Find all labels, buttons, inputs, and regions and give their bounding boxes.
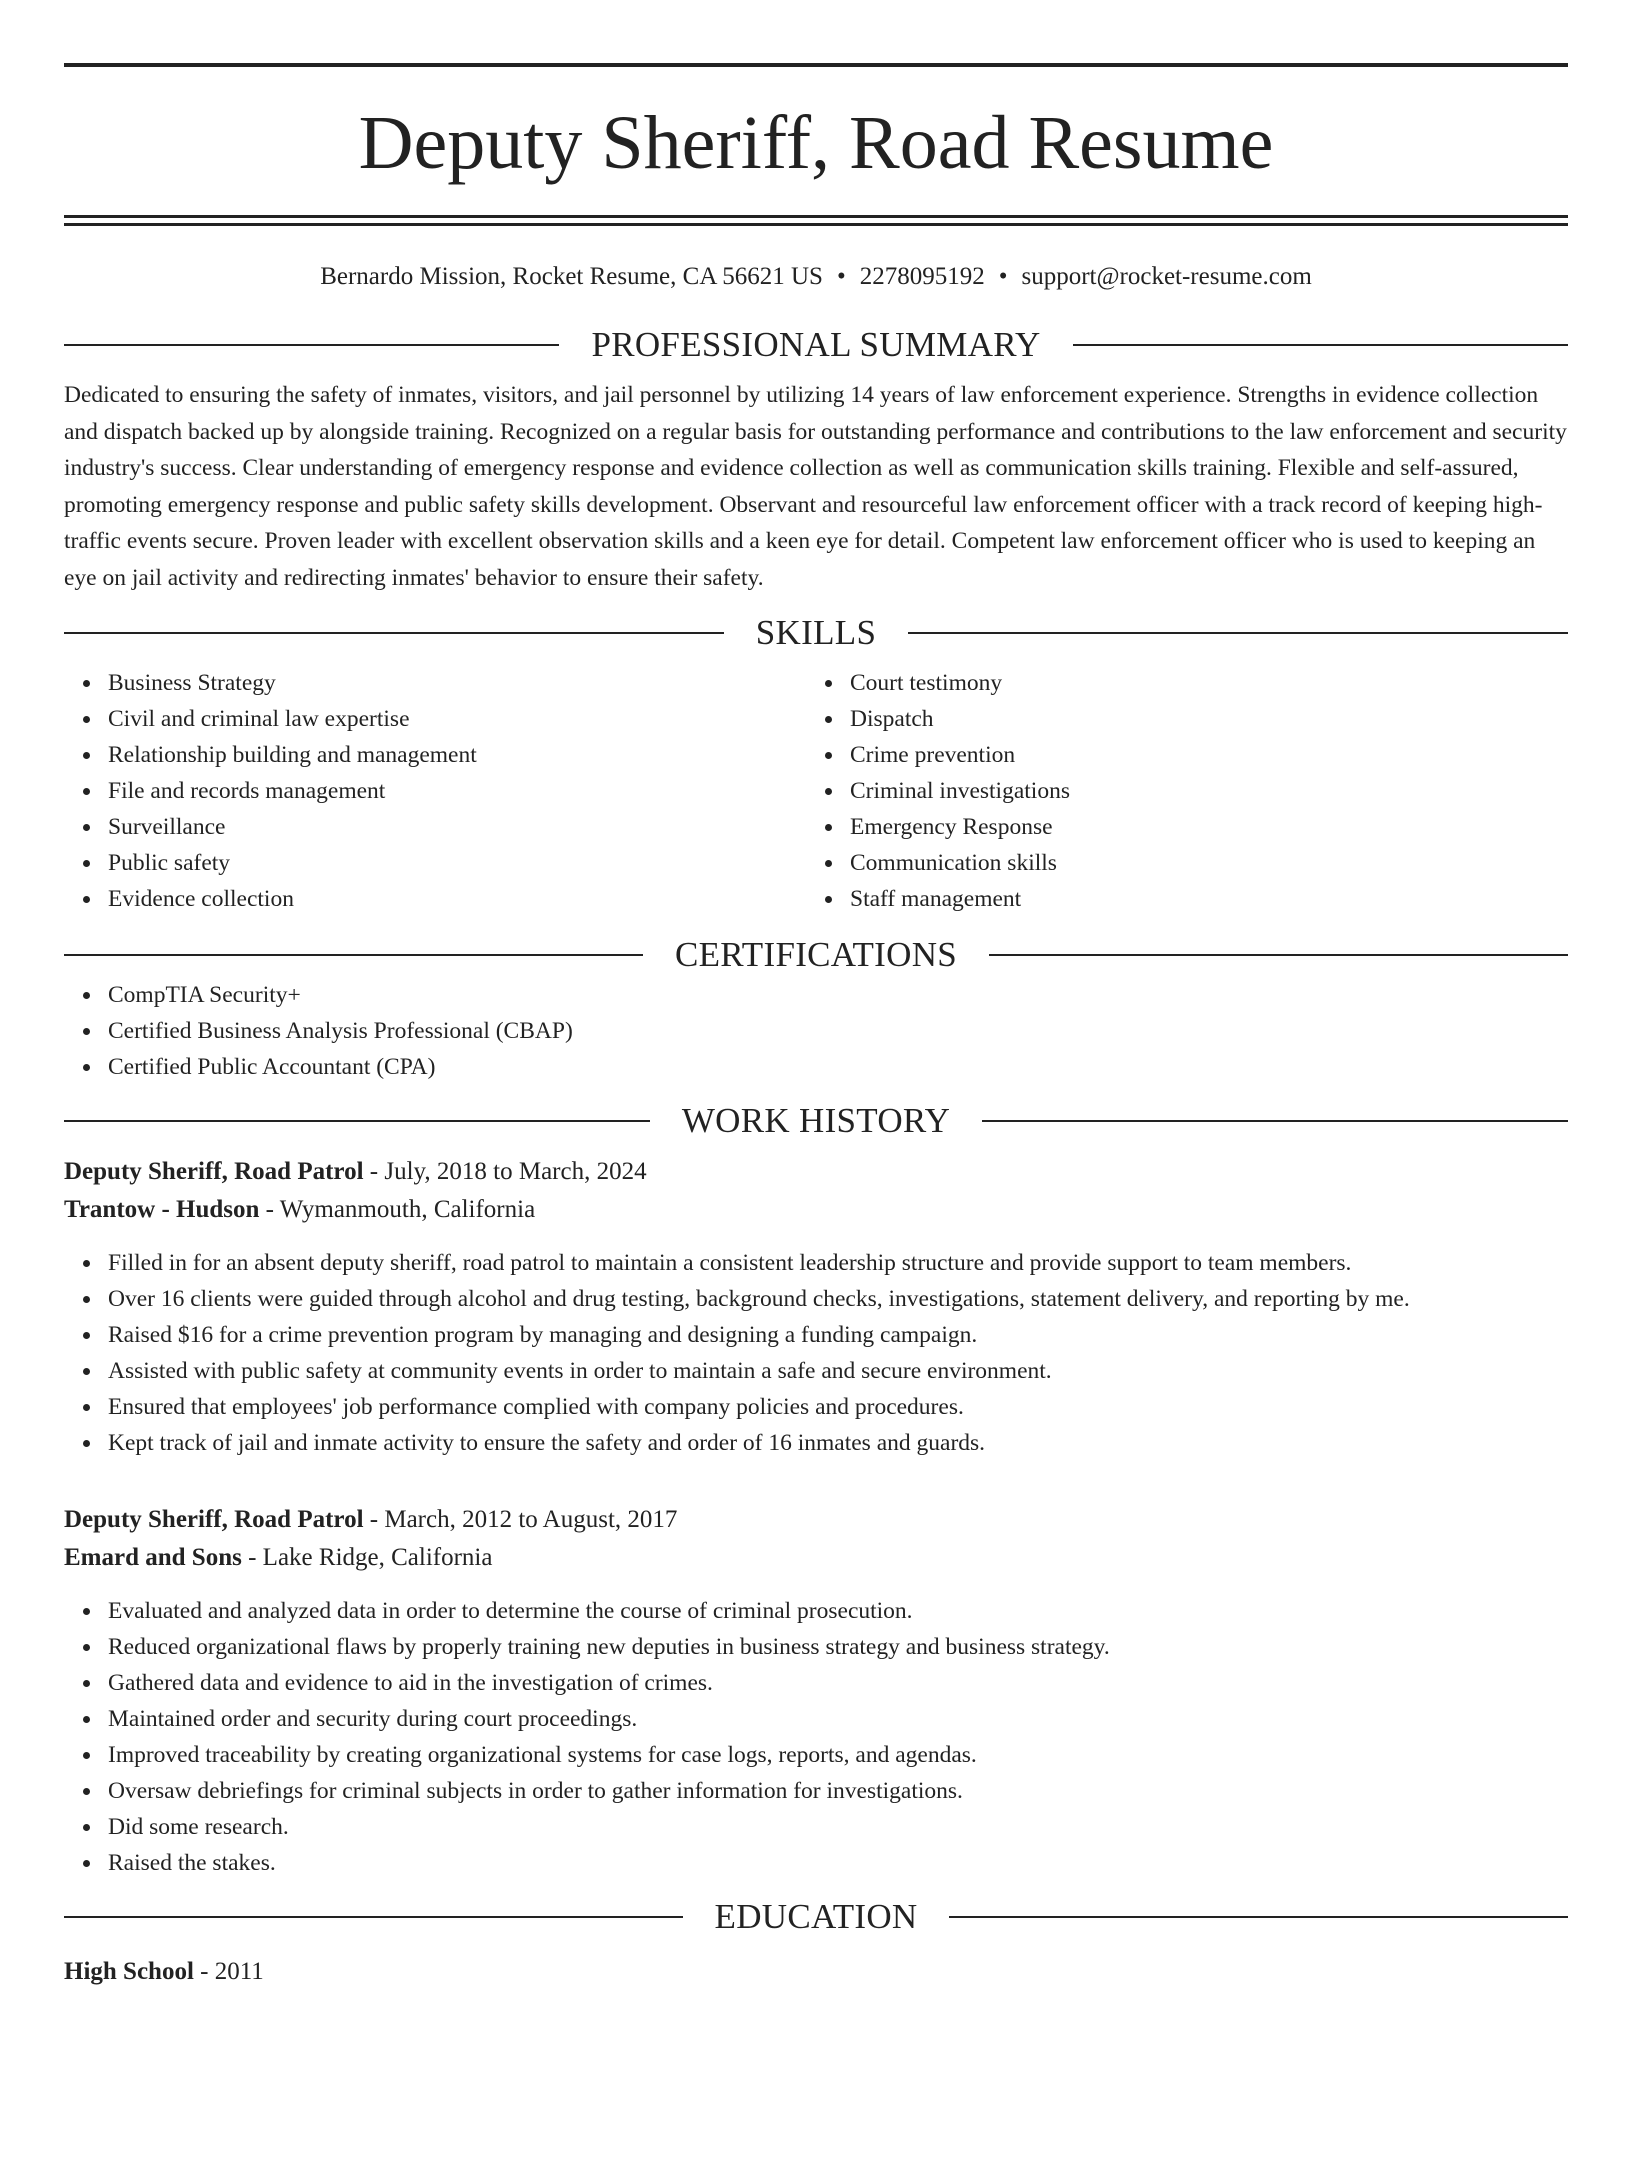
- skill-item: File and records management: [108, 773, 806, 809]
- job-title: Deputy Sheriff, Road Patrol: [64, 1158, 364, 1185]
- job-company-line: [64, 1539, 1568, 1577]
- job-duty: Raised the stakes.: [108, 1845, 1568, 1881]
- certification-item: CompTIA Security+: [108, 977, 1568, 1013]
- contact-address: Bernardo Mission, Rocket Resume, CA 56621 US: [320, 263, 823, 290]
- summary-paragraph: Dedicated to ensuring the safety of inmates, visitors, and jail personnel by utilizing 14 years of law enforcement experience. Strengths in evidence collection and dispatch backed up by alongside training. Recognized on a regular basis for outstanding performance and contributions to the law enforcement and security industry's success. Clear understanding of emergency response and evidence collection as well as communication skills training. Flexible and self-assured, promoting emergency response and public safety skills development. Observant and resourceful law enforcement officer with a track record of keeping high-traffic events secure. Proven leader with excellent observation skills and a keen eye for detail. Competent law enforcement officer who is used to keeping an eye on jail activity and redirecting inmates' behavior to ensure their safety.: [64, 382, 1567, 591]
- skill-item: Surveillance: [108, 809, 806, 845]
- heading-rule: [64, 632, 724, 634]
- section-title: PROFESSIONAL SUMMARY: [591, 325, 1041, 364]
- skill-item: Relationship building and management: [108, 737, 806, 773]
- heading-rule: [982, 1120, 1568, 1122]
- job-title-line: [64, 1153, 1568, 1191]
- job-dates: - March, 2012 to August, 2017: [363, 1506, 678, 1533]
- heading-rule: [989, 954, 1568, 956]
- section-heading-work-history: [64, 1099, 1568, 1143]
- contact-separator: •: [836, 263, 846, 290]
- contact-phone: 2278095192: [859, 263, 985, 290]
- resume-page: [0, 63, 1632, 2175]
- skills-list-right: [806, 665, 1548, 917]
- heading-rule: [64, 954, 643, 956]
- job-title-line: [64, 1501, 1568, 1539]
- job-duty: Over 16 clients were guided through alcohol and drug testing, background checks, investigations, statement delivery, and reporting by me.: [108, 1281, 1568, 1317]
- top-rule: [64, 63, 1568, 67]
- skill-item: Staff management: [850, 881, 1548, 917]
- job-duty: Raised $16 for a crime prevention program by managing and designing a funding campaign.: [108, 1317, 1568, 1353]
- skill-item: Business Strategy: [108, 665, 806, 701]
- job-location: - Wymanmouth, California: [259, 1196, 536, 1223]
- section-title: CERTIFICATIONS: [674, 935, 958, 974]
- job-duties-list: [64, 1245, 1568, 1461]
- heading-rule: [1073, 344, 1568, 346]
- education-entry: [64, 1953, 1568, 1991]
- job-duty: Reduced organizational flaws by properly training new deputies in business strategy and business strategy.: [108, 1629, 1568, 1665]
- section-heading-certifications: [64, 933, 1568, 977]
- job-company: Trantow - Hudson: [64, 1196, 260, 1223]
- section-heading-education: [64, 1895, 1568, 1939]
- job-title: Deputy Sheriff, Road Patrol: [64, 1506, 364, 1533]
- certification-item: Certified Public Accountant (CPA): [108, 1049, 1568, 1085]
- job-company: Emard and Sons: [64, 1544, 242, 1571]
- heading-rule: [949, 1916, 1568, 1918]
- skill-item: Public safety: [108, 845, 806, 881]
- job-duty: Gathered data and evidence to aid in the investigation of crimes.: [108, 1665, 1568, 1701]
- skill-item: Dispatch: [850, 701, 1548, 737]
- certification-item: Certified Business Analysis Professional (CBAP): [108, 1013, 1568, 1049]
- section-heading-summary: [64, 323, 1568, 367]
- skill-item: Emergency Response: [850, 809, 1548, 845]
- job-location: - Lake Ridge, California: [241, 1544, 493, 1571]
- job-entry: [64, 1501, 1568, 1881]
- job-duty: Filled in for an absent deputy sheriff, road patrol to maintain a consistent leadership structure and provide support to team members.: [108, 1245, 1568, 1281]
- section-title: SKILLS: [755, 613, 877, 652]
- education-degree: High School: [64, 1958, 194, 1985]
- section-heading-skills: [64, 611, 1568, 655]
- heading-rule: [64, 1916, 683, 1918]
- job-duty: Did some research.: [108, 1809, 1568, 1845]
- skills-grid: [64, 665, 1568, 917]
- skill-item: Civil and criminal law expertise: [108, 701, 806, 737]
- skill-item: Criminal investigations: [850, 773, 1548, 809]
- section-title: WORK HISTORY: [681, 1101, 951, 1140]
- skill-item: Crime prevention: [850, 737, 1548, 773]
- resume-title: Deputy Sheriff, Road Resume: [358, 101, 1274, 185]
- skill-item: Court testimony: [850, 665, 1548, 701]
- education-year: - 2011: [193, 1958, 264, 1985]
- job-dates: - July, 2018 to March, 2024: [363, 1158, 647, 1185]
- job-company-line: [64, 1191, 1568, 1229]
- heading-rule: [64, 1120, 650, 1122]
- job-duty: Kept track of jail and inmate activity to ensure the safety and order of 16 inmates and guards.: [108, 1425, 1568, 1461]
- contact-email: support@rocket-resume.com: [1021, 263, 1312, 290]
- job-entry: [64, 1153, 1568, 1461]
- skill-item: Evidence collection: [108, 881, 806, 917]
- job-duty: Assisted with public safety at community events in order to maintain a safe and secure environment.: [108, 1353, 1568, 1389]
- heading-rule: [908, 632, 1568, 634]
- job-duty: Ensured that employees' job performance complied with company policies and procedures.: [108, 1389, 1568, 1425]
- skills-column-right: [806, 665, 1548, 917]
- skills-column-left: [64, 665, 806, 917]
- certifications-list: [64, 977, 1568, 1085]
- job-duty: Maintained order and security during court proceedings.: [108, 1701, 1568, 1737]
- job-duty: Oversaw debriefings for criminal subjects in order to gather information for investigations.: [108, 1773, 1568, 1809]
- skills-list-left: [64, 665, 806, 917]
- skill-item: Communication skills: [850, 845, 1548, 881]
- title-double-rule: [64, 215, 1568, 226]
- job-duty: Evaluated and analyzed data in order to determine the course of criminal prosecution.: [108, 1593, 1568, 1629]
- job-duties-list: [64, 1593, 1568, 1881]
- section-title: EDUCATION: [714, 1897, 918, 1936]
- contact-line: [64, 262, 1568, 292]
- job-duty: Improved traceability by creating organizational systems for case logs, reports, and agendas.: [108, 1737, 1568, 1773]
- heading-rule: [64, 344, 559, 346]
- contact-separator: •: [998, 263, 1008, 290]
